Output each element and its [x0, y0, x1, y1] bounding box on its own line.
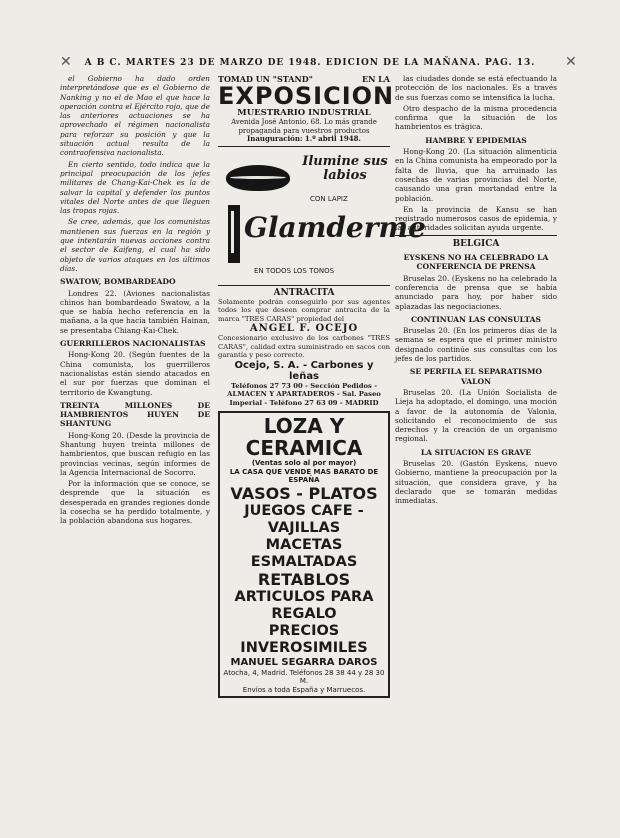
lips-icon	[226, 165, 290, 191]
lipstick-icon	[228, 205, 240, 263]
divider	[395, 235, 557, 236]
article-paragraph: Hong-Kong 20. (Desde la provincia de Shantung huyen treinta millones de hambrientos, que buscan refugio en las provincias vecinas, según informes de la Agencia Internacional de Socorro.	[60, 430, 210, 477]
exposicion-title: EXPOSICION	[218, 82, 395, 110]
macetas-line: MACETAS ESMALTADAS	[250, 536, 358, 570]
antracita-body: Solamente podrán conseguirlo por sus agentes todos los que deseen comprar antracita de la marca "TRES CARAS" propiedad del	[218, 297, 390, 323]
article-paragraph: Bruselas 20. (La Unión Socialista de Lieja ha adoptado, el domingo, una moción a favor de la autonomía de Valonia, solicitando el reconocimiento de sus derechos y la creación de un organismo regional.	[395, 387, 557, 444]
loza-title: LOZA Y CERAMICA	[245, 414, 363, 461]
loza-ceramica-ad	[218, 411, 390, 698]
article-paragraph: Por la información que se conoce, se desprende que la situación es desesperada en grandes regiones donde la cosecha se ha perdido totalmente, y la población abandona sus hogares.	[60, 479, 210, 526]
antracita-body-2: Concesionario exclusivo de los carbones "TRES CARAS", calidad extra suministrado en sacos con garantía y peso correcto.	[218, 334, 390, 360]
glam-lapiz: CON LAPIZ	[310, 194, 348, 203]
manuel-name: MANUEL SEGARRA DAROS	[230, 656, 378, 668]
section-heading: EYSKENS NO HA CELEBRADO LA CONFERENCIA DE PRENSA	[403, 253, 549, 272]
stand-tag: EN LA	[361, 74, 390, 84]
glamderme-ad	[218, 151, 426, 283]
article-paragraph: Bruselas 20. (En los primeros días de la semana se espera que el primer ministro designado continúe sus consultas con los jefes de los partidos.	[395, 326, 557, 364]
article-paragraph: En la provincia de Kansu se han registrado numerosos casos de epidemia, y las autoridades solicitan ayuda urgente.	[395, 204, 557, 233]
ocejo-phones: Teléfonos 27 73 00 - Sección Pedidos - ALMACEN Y APARTADEROS - Sal. Paseo Imperial - Teléfono 27 63 09 - MADRID	[227, 382, 381, 407]
antracita-ad	[218, 288, 390, 408]
divider	[218, 146, 390, 147]
envios-text: Envíos a toda España y Marruecos.	[242, 685, 366, 694]
precios-line: PRECIOS INVEROSIMILES	[240, 622, 368, 656]
manuel-address: Atocha, 4, Madrid. Teléfonos 28 38 44 y 28 30 M.	[223, 668, 385, 686]
articulos-line: ARTICULOS PARA REGALO	[234, 588, 374, 622]
retablos-line: RETABLOS	[257, 569, 351, 589]
register-mark-icon: ✕	[565, 54, 577, 70]
section-heading: HAMBRE Y EPIDEMIAS	[425, 135, 527, 145]
ocejo-name: Ocejo, S. A. - Carbones y leñas	[234, 360, 374, 383]
article-paragraph: Bruselas 20. (Eyskens no ha celebrado la conferencia de prensa que se había anunciado para hoy, por haber sido aplazadas las negociaciones.	[395, 273, 557, 311]
section-heading: LA SITUACION ES GRAVE	[420, 447, 532, 457]
loza-sub: (Ventas solo al por mayor)	[251, 459, 357, 468]
angel-name: ANGEL F. OCEJO	[249, 323, 359, 335]
vasos-line: VASOS - PLATOS	[230, 483, 378, 503]
right-column	[395, 74, 557, 834]
antracita-title: ANTRACITA	[273, 287, 335, 298]
article-paragraph: Otro despacho de la misma procedencia confirma que la situación de los hambrientos es trágica.	[395, 103, 557, 132]
article-paragraph: Londres 22. (Aviones nacionalistas chinos han bombardeado Swatow, a la que se había hecho referencia en la mañana, a la que hacía también Hainan, se presentaba Chiang-Kai-Chek.	[60, 288, 210, 335]
section-heading: SWATOW, BOMBARDEADO	[60, 277, 176, 287]
inauguracion-text: Inauguración: 1.º abril 1948.	[247, 134, 361, 143]
advertisement-column	[218, 74, 426, 834]
glam-tonos: EN TODOS LOS TONOS	[254, 266, 335, 275]
section-heading: SE PERFILA EL SEPARATISMO VALON	[409, 367, 543, 386]
article-paragraph: las ciudades donde se está efectuando la protección de los nacionales. Es a través de sus fuerzas como se intensifica la lucha.	[395, 74, 557, 102]
section-heading: BELGICA	[452, 238, 500, 249]
left-column	[60, 74, 210, 834]
glam-script: Ilumine sus labios	[302, 153, 388, 183]
juegos-line: JUEGOS CAFE - VAJILLAS	[244, 502, 364, 536]
page-header: A B C. MARTES 23 DE MARZO DE 1948. EDICION DE LA MAÑANA. PAG. 13.	[84, 58, 536, 68]
exposicion-ad	[218, 74, 395, 144]
section-heading: CONTINUAN LAS CONSULTAS	[410, 314, 541, 324]
section-heading: GUERRILLEROS NACIONALISTAS	[60, 339, 206, 349]
glam-brand: Glamderme	[244, 210, 426, 244]
section-heading: TREINTA MILLONES DE HAMBRIENTOS HUYEN DE SHANTUNG	[60, 400, 210, 429]
muestrario-title: MUESTRARIO INDUSTRIAL	[237, 108, 371, 118]
loza-casa: LA CASA QUE VENDE MAS BARATO DE ESPAÑA	[229, 467, 379, 485]
avenida-text: Avenida José Antonio, 68. Lo más grande propaganda para vuestros productos	[231, 118, 377, 135]
stand-label: TOMAD UN "STAND"	[218, 74, 313, 84]
article-paragraph: Se cree, además, que los comunistas mantienen sus fuerzas en la región y que intentarán nuevas acciones contra el sector de Kaifeng, el cual ha sido objeto de varios ataques en los últimos días.	[60, 217, 210, 273]
article-paragraph: Hong-Kong 20. (La situación alimenticia en la China comunista ha empeorado por la falta de lluvia, que ha arruinado las cosechas de varias provincias del Norte, causando una gran mortandad entre la población.	[395, 147, 557, 203]
article-paragraph: el Gobierno ha dado orden interpretándose que es el Gobierno de Nanking y no el de Mao el que hace la operación contra el Ejército rojo, que de las anteriores actuaciones se ha aprovechado el régimen nacionalista para reforzar su posición y que la situación actual resulta de la contraofensiva nacionalista.	[60, 74, 210, 158]
article-paragraph: Bruselas 20. (Gastón Eyskens, nuevo Gobierno, mantiene la preocupación por la situación, que considera grave, y ha declarado que se tomarán medidas inmediatas.	[395, 458, 557, 506]
article-paragraph: Hong-Kong 20. (Según fuentes de la China comunista, los guerrilleros nacionalistas están siendo atacados en el sur por fuerzas que dominan el territorio de Kwangtung.	[60, 350, 210, 397]
article-paragraph: En cierto sentido, todo indica que la principal preocupación de los jefes militares de Chang-Kai-Chek es la de salvar la capital y defender los puntos vitales del Norte antes de que lleguen las tropas rojas.	[60, 159, 210, 216]
register-mark-icon: ✕	[60, 54, 72, 70]
divider	[218, 285, 390, 286]
